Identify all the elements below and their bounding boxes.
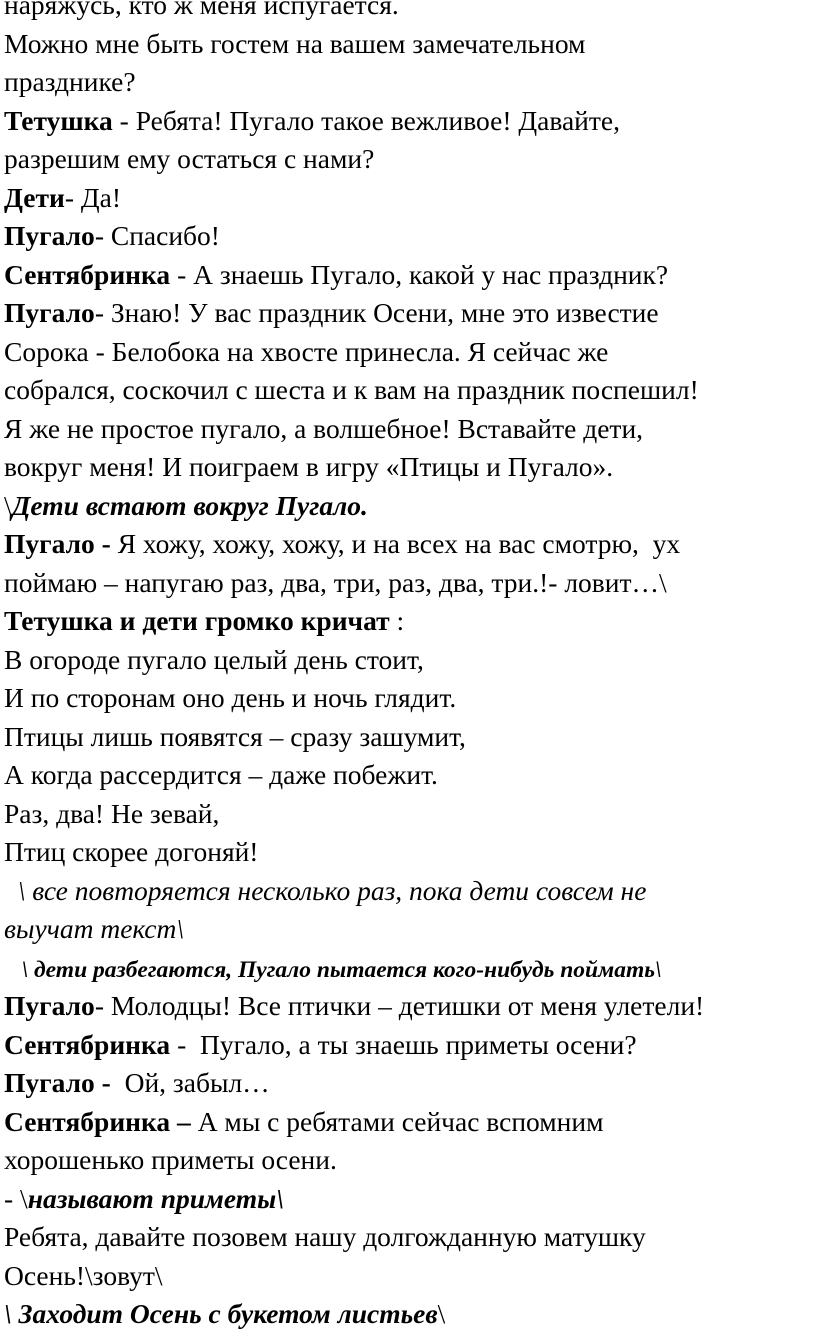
- emphasized-text: Сентябринка –: [4, 1105, 191, 1137]
- text-run: - \: [4, 1182, 28, 1214]
- text-line: [4, 525, 816, 564]
- text-run: \: [437, 1298, 446, 1329]
- text-line: [4, 718, 816, 757]
- text-run: - Ребята! Пугало такое вежливое! Давайте,: [112, 104, 620, 136]
- text-line: [4, 1064, 816, 1103]
- text-run: Птицы лишь появятся – сразу зашумит,: [4, 720, 466, 752]
- text-line: [4, 294, 816, 333]
- text-run: \: [4, 489, 12, 521]
- emphasized-text: называют приметы\: [27, 1182, 284, 1214]
- text-line: [4, 1026, 816, 1065]
- text-line: [4, 679, 816, 718]
- text-run: собрался, соскочил с шеста и к вам на праздник поспешил!: [4, 374, 699, 405]
- text-run: - А знаешь Пугало, какой у нас праздник?: [170, 258, 669, 290]
- text-line: [4, 872, 816, 911]
- text-run: - Знаю! У вас праздник Осени, мне это известие: [94, 297, 659, 328]
- text-run: :: [389, 605, 405, 636]
- text-line: [4, 833, 816, 872]
- text-line: [4, 1180, 816, 1219]
- text-line: [4, 564, 816, 603]
- text-run: вокруг меня! И поиграем в игру «Птицы и Пугало».: [4, 451, 614, 482]
- text-run: И по сторонам оно день и ночь глядит.: [4, 682, 457, 713]
- emphasized-text: Пугало: [4, 297, 95, 328]
- emphasized-text: Пугало -: [4, 528, 118, 559]
- text-line: [4, 1218, 816, 1257]
- text-run: Птиц скорее догоняй!: [4, 836, 259, 867]
- text-line: [4, 256, 816, 295]
- text-line: [4, 179, 816, 218]
- emphasized-text: Дети встают вокруг Пугало.: [11, 489, 368, 521]
- text-line: [4, 410, 816, 449]
- text-line: [4, 1103, 816, 1142]
- text-line: [4, 487, 816, 526]
- emphasized-text: Дети: [4, 181, 65, 213]
- text-line: [4, 795, 816, 834]
- text-run: Ребята, давайте позовем нашу долгожданную матушку: [4, 1221, 646, 1252]
- text-run: разрешим ему остаться с нами?: [4, 143, 375, 174]
- text-line: [4, 1141, 816, 1180]
- text-line: [4, 0, 816, 25]
- emphasized-text: выучат текст\: [4, 913, 184, 944]
- text-run: Ой, забыл…: [117, 1067, 270, 1098]
- emphasized-text: Пугало: [4, 990, 95, 1021]
- emphasized-text: Сентябринка: [4, 1028, 171, 1060]
- emphasized-text: Тетушка и дети громко кричат: [4, 605, 390, 636]
- text-run: - Молодцы! Все птички – детишки от меня улетели!: [94, 990, 705, 1021]
- text-run: наряжусь, кто ж меня испугается.: [4, 0, 399, 20]
- text-line: [4, 602, 816, 641]
- emphasized-text: \ Заходит Осень с букетом листьев: [4, 1298, 438, 1329]
- text-run: - Спасибо!: [94, 220, 220, 251]
- emphasized-text: Тетушка: [4, 104, 113, 136]
- text-line: [4, 641, 816, 680]
- text-run: Можно мне быть гостем на вашем замечательном: [4, 27, 586, 59]
- text-run: Я хожу, хожу, хожу, и на всех на вас смотрю, ух: [117, 528, 681, 559]
- text-line: [4, 756, 816, 795]
- text-run: Я же не простое пугало, а волшебное! Вставайте дети,: [4, 412, 644, 444]
- text-line: [4, 910, 816, 949]
- text-line: [4, 25, 816, 64]
- text-line: [4, 217, 816, 256]
- text-run: Сорока - Белобока на хвосте принесла. Я сейчас же: [4, 335, 609, 367]
- text-line: [4, 1295, 816, 1334]
- text-run: В огороде пугало целый день стоит,: [4, 643, 424, 675]
- text-line: [4, 1257, 816, 1296]
- emphasized-text: \ дети разбегаются, Пугало пытается кого-нибудь поймать\: [4, 956, 662, 983]
- text-run: - Да!: [64, 181, 121, 213]
- text-run: А мы с ребятами сейчас вспомним: [190, 1105, 604, 1137]
- text-run: Осень!\зовут\: [4, 1259, 163, 1291]
- text-line: [4, 949, 816, 988]
- text-line: [4, 63, 816, 102]
- text-line: [4, 333, 816, 372]
- text-run: празднике?: [4, 66, 136, 97]
- text-line: [4, 448, 816, 487]
- emphasized-text: \ все повторяется несколько раз, пока дети совсем не: [4, 874, 647, 906]
- text-run: хорошенько приметы осени.: [4, 1144, 337, 1175]
- text-line: [4, 987, 816, 1026]
- emphasized-text: Пугало: [4, 220, 95, 251]
- emphasized-text: Сентябринка: [4, 258, 171, 290]
- text-line: [4, 140, 816, 179]
- text-line: [4, 371, 816, 410]
- text-line: [4, 102, 816, 141]
- text-run: поймаю – напугаю раз, два, три, раз, два, три.!- ловит…\: [4, 566, 667, 598]
- text-run: Раз, два! Не зевай,: [4, 797, 220, 829]
- text-run: - Пугало, а ты знаешь приметы осени?: [170, 1028, 637, 1060]
- text-run: А когда рассердится – даже побежит.: [4, 759, 438, 790]
- emphasized-text: Пугало -: [4, 1067, 118, 1098]
